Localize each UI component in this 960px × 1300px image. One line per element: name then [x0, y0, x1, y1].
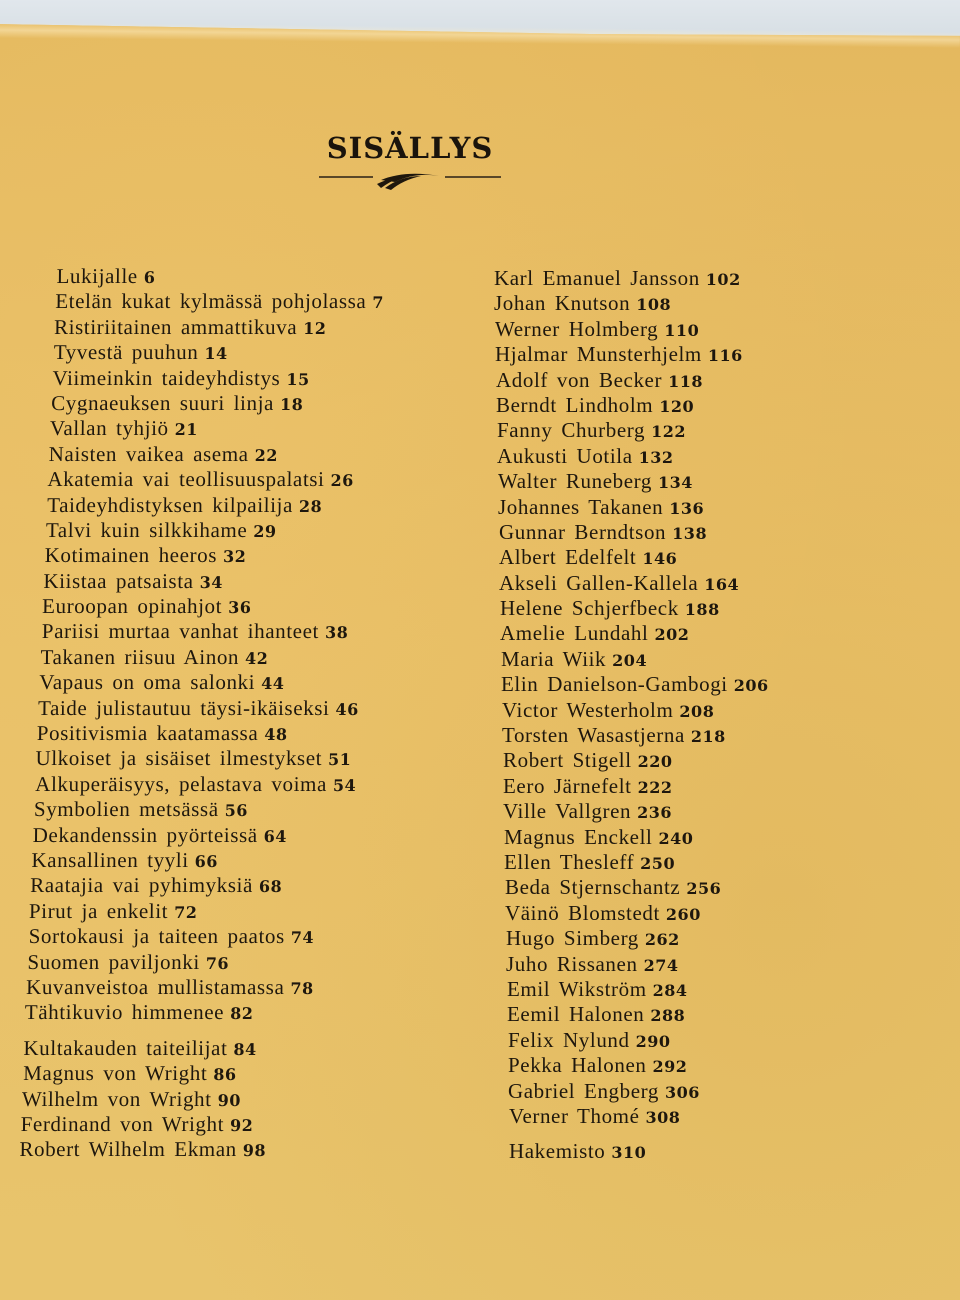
- toc-entry-title: Ferdinand von Wright: [20, 1111, 225, 1136]
- toc-entry-title: Tähtikuvio himmenee: [24, 1000, 225, 1025]
- toc-entry-title: Juho Rissanen: [506, 951, 638, 976]
- toc-entry: [502, 723, 769, 748]
- toc-entry: [25, 1000, 377, 1025]
- toc-page-number: 90: [217, 1090, 242, 1110]
- toc-page-number: 15: [286, 369, 310, 389]
- toc-page-number: 274: [643, 955, 679, 975]
- toc-entry: [504, 850, 769, 875]
- toc-entry: [45, 543, 382, 568]
- toc-entry-title: Sortokausi ja taiteen paatos: [28, 924, 285, 949]
- toc-entry: [505, 901, 769, 926]
- toc-entry-title: Robert Stigell: [503, 748, 632, 773]
- toc-page-number: 136: [669, 498, 705, 518]
- toc-entry: [47, 467, 382, 492]
- toc-entry: [509, 1139, 769, 1164]
- toc-page-number: 250: [640, 853, 676, 873]
- toc-entry-title: Werner Holmberg: [495, 316, 659, 341]
- toc-entry-title: Hakemisto: [509, 1139, 606, 1164]
- toc-entry: [46, 518, 382, 543]
- toc-entry-title: Kiistaa patsaista: [43, 568, 194, 593]
- toc-page-number: 204: [612, 650, 648, 670]
- toc-entry-title: Adolf von Becker: [496, 367, 663, 392]
- toc-entry-title: Beda Stjernschantz: [505, 875, 681, 900]
- toc-entry-title: Ellen Thesleff: [504, 849, 635, 874]
- title-block: [310, 128, 510, 196]
- toc-page-number: 118: [668, 371, 703, 391]
- toc-page-number: 262: [644, 930, 680, 950]
- toc-page-number: 292: [652, 1057, 688, 1077]
- toc-entry: [501, 647, 769, 672]
- toc-entry-title: Magnus Enckell: [504, 824, 653, 849]
- toc-entry-title: Ville Vallgren: [503, 799, 632, 824]
- toc-entry: [47, 493, 382, 518]
- toc-page-number: 236: [637, 803, 673, 823]
- toc-page-number: 42: [244, 648, 269, 668]
- toc-page-number: 22: [254, 445, 278, 465]
- toc-entry: [499, 571, 769, 596]
- toc-entry-title: Eero Järnefelt: [503, 773, 632, 798]
- toc-entry-title: Emil Wikström: [507, 976, 647, 1001]
- toc-entry-title: Talvi kuin silkkihame: [45, 517, 248, 542]
- toc-page-number: 240: [658, 828, 694, 848]
- toc-entry-title: Takanen riisuu Ainon: [40, 644, 240, 669]
- toc-entry: [40, 645, 380, 670]
- toc-entry: [496, 368, 769, 393]
- toc-page-number: 18: [279, 394, 304, 414]
- toc-entry-title: Pariisi murtaa vanhat ihanteet: [41, 619, 320, 644]
- toc-page-number: 44: [261, 674, 285, 694]
- toc-page-number: 260: [665, 904, 701, 924]
- toc-entry-title: Amelie Lundahl: [500, 621, 649, 646]
- toc-entry: [51, 391, 383, 416]
- toc-entry-title: Viimeinkin taideyhdistys: [52, 365, 281, 390]
- toc-entry-title: Taide julistautuu täysi-ikäiseksi: [37, 695, 330, 720]
- toc-page-number: 164: [704, 574, 740, 594]
- section-gap: [49, 1026, 377, 1036]
- toc-page-number: 84: [233, 1039, 257, 1059]
- toc-entry: [54, 315, 384, 340]
- toc-page-number: 38: [324, 623, 349, 643]
- toc-entry: [499, 545, 769, 570]
- toc-entry-title: Kotimainen heeros: [44, 543, 218, 568]
- toc-entry: [495, 342, 769, 367]
- toc-entry: [56, 264, 384, 289]
- toc-entry-title: Hjalmar Munsterhjelm: [495, 342, 702, 367]
- toc-page-number: 14: [204, 344, 228, 364]
- toc-entry: [506, 926, 769, 951]
- toc-entry-title: Wilhelm von Wright: [21, 1086, 212, 1111]
- toc-entry: [35, 746, 379, 771]
- toc-page-number: 7: [372, 293, 385, 313]
- toc-page-number: 86: [213, 1065, 237, 1085]
- toc-entry-title: Ulkoiset ja sisäiset ilmestykset: [35, 746, 323, 771]
- toc-entry: [506, 952, 769, 977]
- toc-entry: [498, 495, 769, 520]
- toc-entry: [498, 469, 769, 494]
- toc-entry-title: Euroopan opinahjot: [41, 594, 223, 619]
- toc-page-number: 98: [242, 1141, 267, 1161]
- toc-entry: [22, 1087, 376, 1112]
- toc-entry: [496, 393, 769, 418]
- toc-page-number: 64: [263, 826, 288, 846]
- toc-page-number: 92: [230, 1115, 254, 1135]
- toc-page-number: 284: [652, 980, 688, 1000]
- toc-right-column: [494, 266, 769, 1165]
- toc-entry-title: Suomen paviljonki: [27, 949, 200, 974]
- toc-entry: [503, 774, 769, 799]
- section-gap: [494, 1129, 769, 1139]
- page-title: SISÄLLYS: [326, 131, 494, 165]
- toc-page-number: 256: [686, 879, 722, 899]
- toc-entry: [29, 924, 378, 949]
- toc-page-number: 36: [228, 598, 252, 618]
- toc-entry-title: Vapaus on oma salonki: [39, 670, 256, 695]
- toc-page-number: 206: [733, 676, 769, 696]
- toc-entry-title: Maria Wiik: [501, 646, 607, 671]
- toc-entry: [509, 1104, 769, 1129]
- toc-entry: [507, 977, 769, 1002]
- toc-page-number: 310: [611, 1143, 647, 1163]
- toc-entry: [503, 748, 769, 773]
- toc-entry: [503, 799, 769, 824]
- toc-entry: [42, 619, 381, 644]
- toc-page-number: 288: [650, 1006, 686, 1026]
- toc-page-number: 34: [199, 572, 223, 592]
- toc-page-number: 32: [222, 547, 247, 567]
- toc-entry-title: Gabriel Engberg: [508, 1078, 659, 1103]
- toc-entry: [23, 1036, 376, 1061]
- toc-entry: [497, 444, 769, 469]
- toc-page-number: 120: [659, 396, 695, 416]
- toc-entry: [508, 1028, 769, 1053]
- toc-entry-title: Johannes Takanen: [498, 494, 664, 519]
- toc-entry: [508, 1053, 769, 1078]
- toc-page-number: 138: [672, 523, 708, 543]
- toc-entry: [507, 1002, 769, 1027]
- toc-entry-title: Elin Danielson-Gambogi: [501, 672, 728, 697]
- toc-entry: [27, 950, 377, 975]
- toc-page-number: 202: [654, 625, 690, 645]
- toc-entry-title: Kuvanveistoa mullistamassa: [26, 974, 285, 999]
- toc-page-number: 72: [174, 902, 198, 922]
- toc-page-number: 306: [664, 1082, 700, 1102]
- toc-entry: [499, 520, 769, 545]
- toc-page-number: 218: [690, 727, 726, 747]
- toc-entry: [19, 1137, 375, 1162]
- toc-entry: [49, 442, 383, 467]
- toc-page-number: 82: [230, 1004, 254, 1024]
- toc-entry-title: Albert Edelfelt: [499, 545, 637, 570]
- toc-entry-title: Ristiriitainen ammattikuva: [53, 314, 298, 339]
- toc-entry-title: Tyvestä puuhun: [53, 340, 199, 365]
- toc-entry-title: Karl Emanuel Jansson: [494, 266, 700, 290]
- toc-entry-title: Hugo Simberg: [506, 926, 639, 951]
- toc-page-number: 146: [642, 549, 678, 569]
- toc-entry-title: Gunnar Berndtson: [499, 519, 667, 544]
- toc-entry: [42, 594, 381, 619]
- toc-page-number: 102: [705, 270, 741, 289]
- toc-page-number: 26: [330, 471, 354, 491]
- toc-entry-title: Akseli Gallen-Kallela: [499, 570, 699, 595]
- toc-page-number: 220: [637, 752, 673, 772]
- swash-ornament-icon: [310, 168, 510, 196]
- toc-page-number: 29: [253, 521, 277, 541]
- toc-entry: [501, 672, 769, 697]
- toc-entry: [38, 696, 380, 721]
- toc-entry-title: Robert Wilhelm Ekman: [19, 1137, 237, 1162]
- toc-page-number: 12: [303, 318, 327, 338]
- toc-entry: [500, 596, 769, 621]
- toc-page-number: 132: [638, 447, 674, 467]
- toc-entry: [502, 698, 769, 723]
- toc-entry: [494, 291, 769, 316]
- toc-page-number: 122: [651, 422, 686, 442]
- toc-entry: [33, 823, 379, 848]
- toc-entry: [30, 873, 378, 898]
- toc-entry: [31, 848, 378, 873]
- toc-entry: [504, 825, 769, 850]
- toc-entry-title: Torsten Wasastjerna: [502, 723, 685, 748]
- toc-entry: [34, 797, 379, 822]
- toc-entry-title: Lukijalle: [56, 264, 138, 288]
- toc-page-number: 222: [637, 777, 673, 797]
- toc-page-number: 6: [143, 268, 156, 287]
- toc-page-number: 308: [645, 1107, 681, 1127]
- toc-page-number: 188: [684, 600, 720, 620]
- toc-entry-title: Eemil Halonen: [507, 1002, 645, 1027]
- toc-entry-title: Verner Thomé: [509, 1103, 640, 1128]
- toc-entry-title: Symbolien metsässä: [33, 797, 219, 822]
- toc-entry-title: Kultakauden taiteilijat: [23, 1035, 228, 1060]
- toc-entry-title: Alkuperäisyys, pelastava voima: [35, 771, 328, 796]
- toc-entry-title: Kansallinen tyyli: [31, 847, 189, 872]
- toc-page-number: 28: [298, 496, 323, 516]
- toc-page-number: 46: [335, 699, 359, 719]
- toc-page-number: 208: [679, 701, 715, 721]
- toc-entry-title: Aukusti Uotila: [497, 443, 633, 468]
- toc-entry-title: Pirut ja enkelit: [28, 898, 169, 923]
- toc-page-number: 56: [224, 801, 249, 821]
- toc-entry: [35, 772, 379, 797]
- toc-entry: [54, 340, 384, 365]
- toc-entry-title: Vallan tyhjiö: [49, 416, 169, 441]
- toc-page-number: 54: [332, 775, 357, 795]
- toc-entry: [508, 1079, 769, 1104]
- toc-entry-title: Johan Knutson: [494, 291, 631, 316]
- toc-page-number: 74: [290, 928, 315, 948]
- toc-page-number: 51: [328, 750, 352, 770]
- toc-page-number: 108: [636, 295, 672, 315]
- toc-page-number: 48: [264, 725, 288, 745]
- toc-entry-title: Etelän kukat kylmässä pohjolassa: [55, 289, 367, 314]
- toc-entry-title: Fanny Churberg: [497, 418, 646, 443]
- toc-page-number: 110: [664, 320, 700, 340]
- toc-entry-title: Walter Runeberg: [498, 469, 652, 494]
- toc-entry-title: Naisten vaikea asema: [48, 441, 249, 466]
- toc-entry: [55, 289, 384, 314]
- toc-entry-title: Positivismia kaatamassa: [36, 721, 259, 746]
- toc-entry: [37, 721, 380, 746]
- toc-entry-title: Magnus von Wright: [23, 1061, 208, 1086]
- toc-entry: [505, 875, 769, 900]
- toc-entry-title: Raatajia vai pyhimyksiä: [30, 873, 254, 898]
- toc-entry: [52, 366, 383, 391]
- toc-entry-title: Akatemia vai teollisuuspalatsi: [47, 467, 325, 492]
- toc-entry: [495, 317, 769, 342]
- toc-entry-title: Cygnaeuksen suuri linja: [51, 390, 275, 415]
- toc-page-number: 66: [194, 851, 219, 871]
- toc-page-number: 290: [635, 1031, 671, 1051]
- toc-entry: [50, 416, 383, 441]
- toc-entry: [21, 1112, 376, 1137]
- toc-entry-title: Dekandenssin pyörteissä: [32, 822, 258, 847]
- toc-page-number: 21: [174, 420, 199, 440]
- toc-entry: [500, 621, 769, 646]
- toc-page-number: 78: [290, 978, 314, 998]
- toc-entry-title: Victor Westerholm: [502, 697, 674, 722]
- toc-page-number: 68: [258, 877, 283, 897]
- toc-entry: [39, 670, 380, 695]
- toc-entry-title: Berndt Lindholm: [496, 392, 654, 417]
- toc-left-column: [19, 264, 385, 1163]
- toc-page-number: 116: [707, 346, 743, 366]
- toc-entry-title: Väinö Blomstedt: [505, 900, 660, 925]
- toc-entry-title: Pekka Halonen: [508, 1053, 647, 1078]
- toc-entry: [497, 418, 769, 443]
- toc-entry: [494, 266, 769, 291]
- toc-entry-title: Taideyhdistyksen kilpailija: [47, 492, 294, 517]
- toc-entry: [23, 1061, 376, 1086]
- toc-page-number: 134: [657, 473, 693, 493]
- toc-entry-title: Helene Schjerfbeck: [500, 596, 679, 621]
- toc-entry-title: Felix Nylund: [508, 1027, 630, 1052]
- toc-page-number: 76: [205, 953, 230, 973]
- toc-entry: [29, 899, 378, 924]
- toc-entry: [26, 975, 377, 1000]
- toc-entry: [43, 569, 381, 594]
